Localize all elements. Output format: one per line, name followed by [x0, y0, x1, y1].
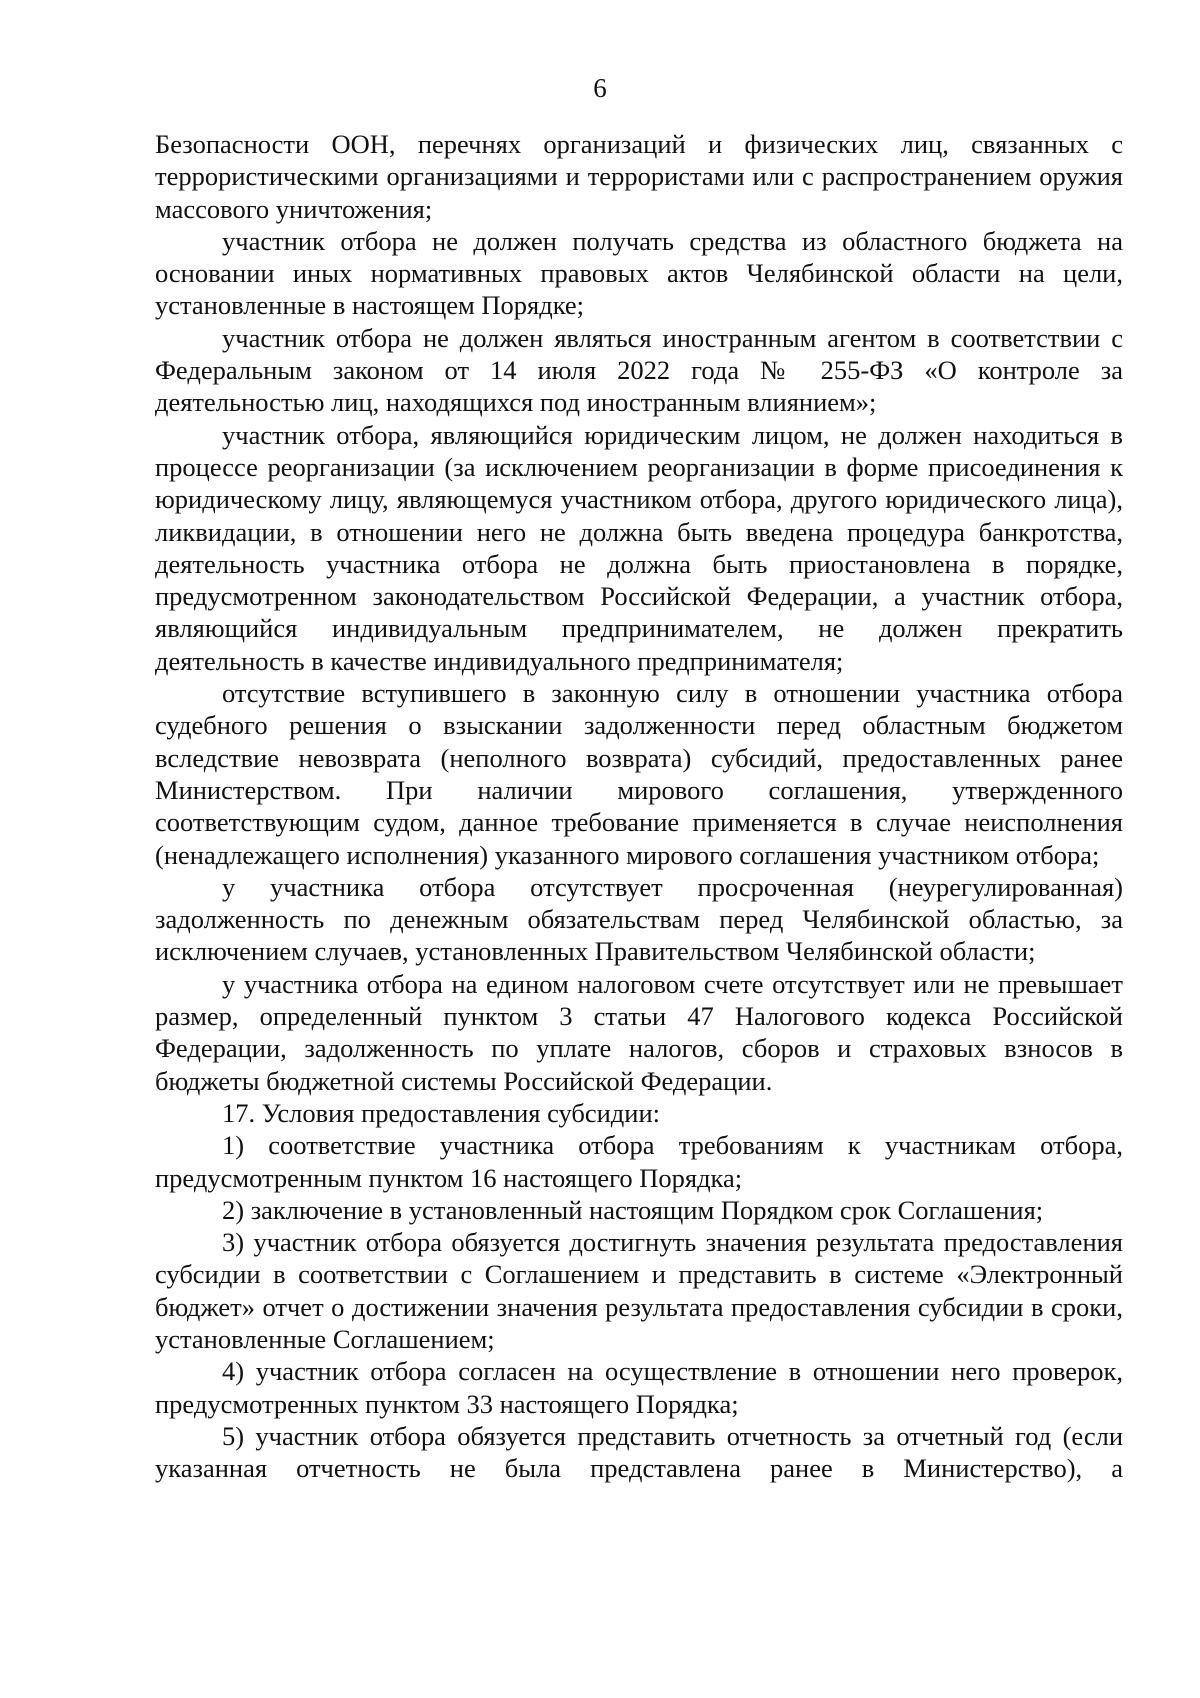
- paragraph: участник отбора не должен получать средства из областного бюджета на основании иных нормативных правовых актов Челябинской области на цели, установленные в настоящем Порядке;: [155, 225, 1123, 321]
- paragraph: 4) участник отбора согласен на осуществление в отношении него проверок, предусмотренных пунктом 33 настоящего Порядка;: [155, 1356, 1123, 1419]
- paragraph: участник отбора не должен являться иностранным агентом в соответствии с Федеральным законом от 14 июля 2022 года № 255-ФЗ «О контроле за деятельностью лиц, находящихся под иностранным влиянием»;: [155, 322, 1123, 418]
- paragraph: у участника отбора отсутствует просроченная (неурегулированная) задолженность по денежным обязательствам перед Челябинской областью, за исключением случаев, установленных Правительством Челябинской области;: [155, 871, 1123, 967]
- paragraph: у участника отбора на едином налоговом счете отсутствует или не превышает размер, определенный пунктом 3 статьи 47 Налогового кодекса Российской Федерации, задолженность по уплате налогов, сборов и страховых взносов в бюджеты бюджетной системы Российской Федерации.: [155, 968, 1123, 1096]
- paragraph: 5) участник отбора обязуется представить отчетность за отчетный год (если указанная отчетность не была представлена ранее в Министерство), а: [155, 1420, 1123, 1484]
- paragraph: 3) участник отбора обязуется достигнуть значения результата предоставления субсидии в соответствии с Соглашением и представить в системе «Электронный бюджет» отчет о достижении значения результата предоставления субсидии в сроки, установленные Соглашением;: [155, 1227, 1123, 1354]
- paragraph: Безопасности ООН, перечнях организаций и физических лиц, связанных с террористическими организациями и террористами или с распространением оружия массового уничтожения;: [155, 129, 1123, 224]
- paragraph: 2) заключение в установленный настоящим Порядком срок Соглашения;: [222, 1194, 1044, 1225]
- document-body: [155, 128, 1123, 1484]
- paragraph: отсутствие вступившего в законную силу в отношении участника отбора судебного решения о взыскании задолженности перед областным бюджетом вследствие невозврата (неполного возврата) субсидий, предоставленных ранее Министерством. При наличии мирового соглашения, утвержденного соответствующим судом, данное требование применяется в случае неисполнения (ненадлежащего исполнения) указанного мирового соглашения участником отбора;: [155, 678, 1123, 870]
- paragraph: участник отбора, являющийся юридическим лицом, не должен находиться в процессе реорганизации (за исключением реорганизации в форме присоединения к юридическому лицу, являющемуся участником отбора, другого юридического лица), ликвидации, в отношении него не должна быть введена процедура банкротства, деятельность участника отбора не должна быть приостановлена в порядке, предусмотренном законодательством Российской Федерации, а участник отбора, являющийся индивидуальным предпринимателем, не должен прекратить деятельность в качестве индивидуального предпринимателя;: [155, 419, 1123, 676]
- paragraph: 1) соответствие участника отбора требованиям к участникам отбора, предусмотренным пунктом 16 настоящего Порядка;: [155, 1130, 1123, 1193]
- paragraph: 17. Условия предоставления субсидии:: [222, 1097, 661, 1128]
- page-number: 6: [593, 73, 607, 103]
